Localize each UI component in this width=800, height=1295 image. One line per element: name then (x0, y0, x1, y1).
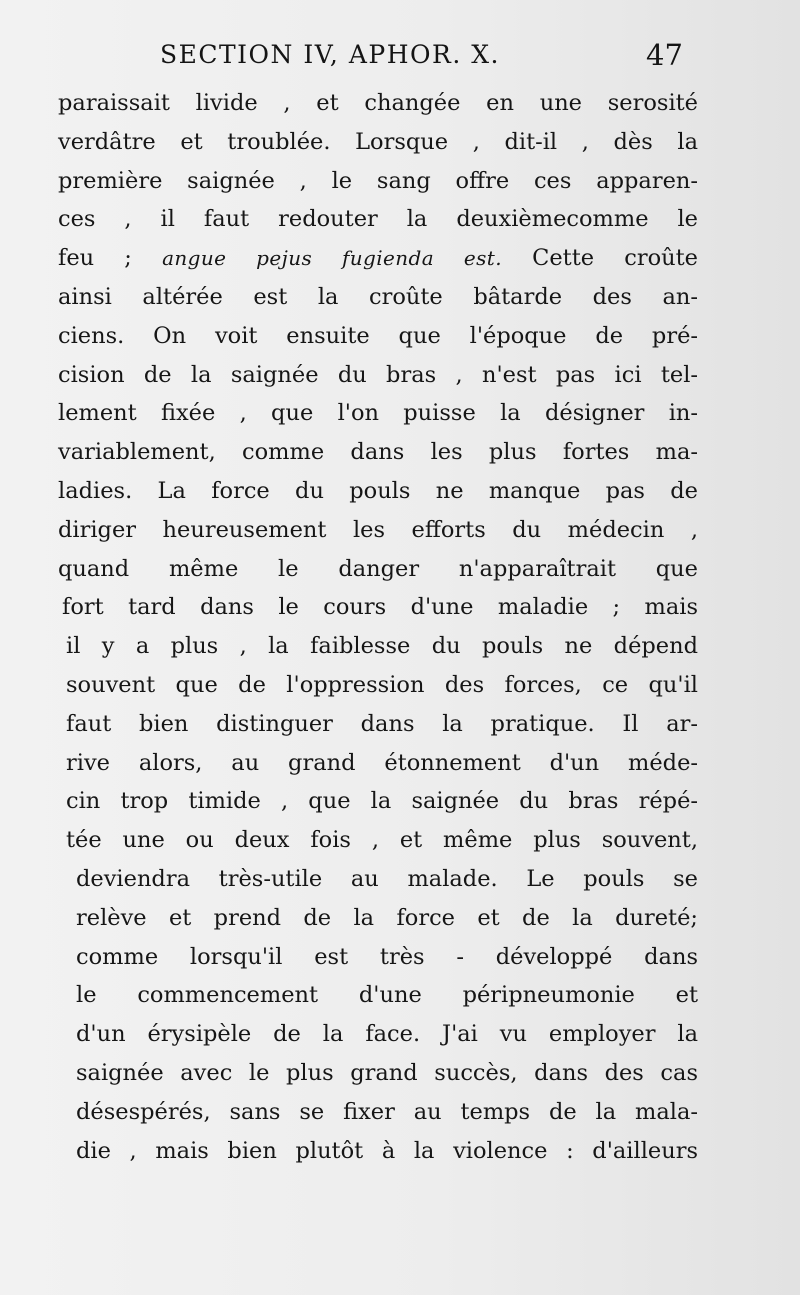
text-line: ciens. On voit ensuite que l'époque de pré- (58, 322, 698, 349)
text-line: il y a plus , la faiblesse du pouls ne dépend (66, 633, 698, 660)
text-line: diriger heureusement les efforts du médecin , (58, 516, 698, 543)
text-line: saignée avec le plus grand succès, dans des cas (76, 1059, 698, 1086)
text-line: relève et prend de la force et de la dureté; (76, 904, 698, 931)
text-line: ces , il faut redouter la deuxièmecomme le (58, 206, 698, 233)
text-line: tée une ou deux fois , et même plus souvent, (66, 827, 698, 854)
text-line: fort tard dans le cours d'une maladie ; mais (62, 594, 698, 621)
text-line: cin trop timide , que la saignée du bras répé- (66, 788, 698, 815)
text-line: ladies. La force du pouls ne manque pas de (58, 477, 698, 504)
text-line-after: Cette croûte (501, 245, 698, 272)
text-line: faut bien distinguer dans la pratique. Il ar- (66, 710, 698, 737)
text-line: cision de la saignée du bras , n'est pas ici tel- (58, 361, 698, 388)
text-line: rive alors, au grand étonnement d'un méde- (66, 749, 698, 776)
text-line: variablement, comme dans les plus fortes ma- (58, 439, 698, 466)
text-line: première saignée , le sang offre ces apparen- (58, 167, 698, 194)
text-line: die , mais bien plutôt à la violence : d'ailleurs (76, 1137, 698, 1164)
text-line: deviendra très-utile au malade. Le pouls se (76, 865, 698, 892)
running-head: SECTION IV, APHOR. X. (160, 40, 500, 69)
text-line: désespérés, sans se fixer au temps de la mala- (76, 1098, 698, 1125)
page-header (0, 38, 800, 82)
text-line: verdâtre et troublée. Lorsque , dit-il , dès la (58, 128, 698, 155)
text-line (58, 239, 698, 278)
text-line: comme lorsqu'il est très - développé dans (76, 943, 698, 970)
text-line: d'un érysipèle de la face. J'ai vu employer la (76, 1021, 698, 1048)
text-line: paraissait livide , et changée en une serosité (58, 90, 698, 116)
text-line: lement fixée , que l'on puisse la désigner in- (58, 400, 698, 427)
text-line-before: feu ; (58, 245, 163, 272)
text-line: ainsi altérée est la croûte bâtarde des an- (58, 283, 698, 310)
body-text (58, 84, 698, 1170)
text-line: le commencement d'une péripneumonie et (76, 982, 698, 1009)
page-number: 47 (646, 38, 683, 72)
latin-quotation: angue pejus fugienda est. (162, 246, 502, 271)
text-line: souvent que de l'oppression des forces, ce qu'il (66, 671, 698, 698)
text-line: quand même le danger n'apparaîtrait que (58, 555, 698, 582)
